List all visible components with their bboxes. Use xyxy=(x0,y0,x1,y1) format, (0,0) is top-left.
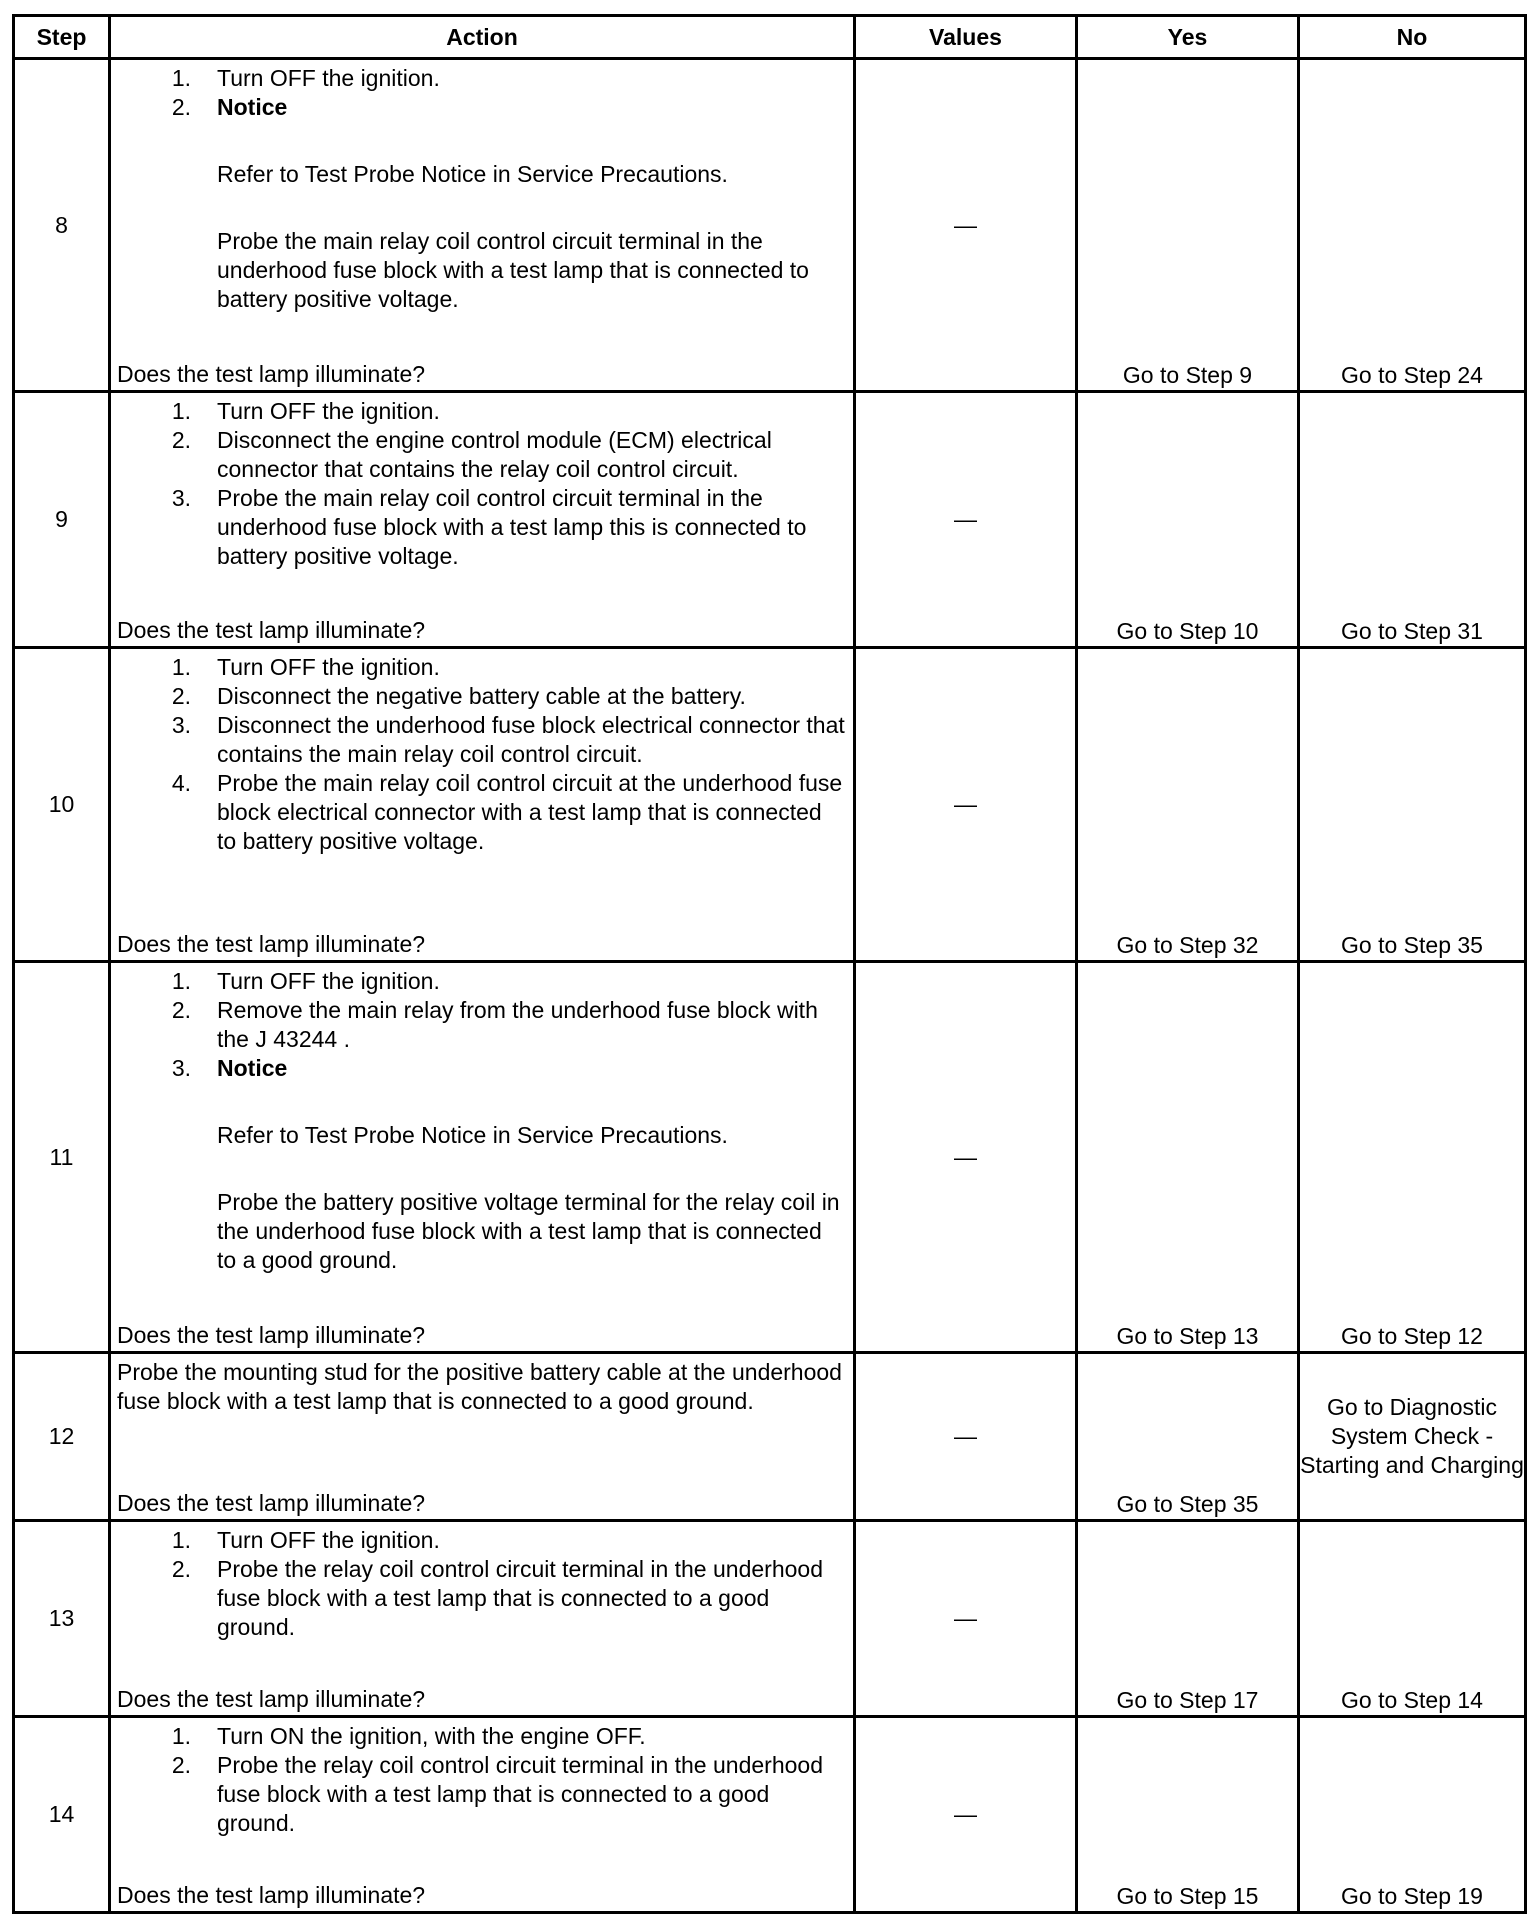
values-cell: — xyxy=(855,392,1077,648)
step-number: 9 xyxy=(14,392,110,648)
list-item: 4. Probe the main relay coil control circuit at the underhood fuse block electrical connector with a test lamp that is connected to battery positive voltage. xyxy=(171,770,843,854)
table-row xyxy=(14,648,1526,962)
question-text: Does the test lamp illuminate? xyxy=(117,1322,426,1348)
notice-text: Refer to Test Probe Notice in Service Precautions. xyxy=(217,1122,728,1148)
no-link[interactable]: Go to Step 24 xyxy=(1299,59,1526,392)
action-steps xyxy=(117,397,847,571)
values-cell: — xyxy=(855,648,1077,962)
action-cell xyxy=(110,59,855,392)
notice-label: Notice xyxy=(217,94,288,120)
list-item: 2. Notice xyxy=(117,93,847,122)
yes-link[interactable]: Go to Step 17 xyxy=(1077,1521,1299,1717)
table-row xyxy=(14,1521,1526,1717)
action-steps xyxy=(117,1526,847,1642)
step-number: 12 xyxy=(14,1353,110,1521)
step-number: 8 xyxy=(14,59,110,392)
header-action: Action xyxy=(110,16,855,59)
step-number: 14 xyxy=(14,1717,110,1913)
list-item: 1. Turn ON the ignition, with the engine OFF. xyxy=(171,1723,646,1749)
step-number: 10 xyxy=(14,648,110,962)
question-text: Does the test lamp illuminate? xyxy=(117,931,426,957)
yes-link[interactable]: Go to Step 32 xyxy=(1077,648,1299,962)
list-item: 1. Turn OFF the ignition. xyxy=(171,1527,440,1553)
no-link[interactable]: Go to Step 14 xyxy=(1299,1521,1526,1717)
header-no: No xyxy=(1299,16,1526,59)
question-text: Does the test lamp illuminate? xyxy=(117,617,426,643)
no-link[interactable]: Go to Step 31 xyxy=(1299,392,1526,648)
header-step: Step xyxy=(14,16,110,59)
list-item: 2. Probe the relay coil control circuit terminal in the underhood fuse block with a test lamp that is connected to a good ground. xyxy=(171,1556,823,1640)
table-row xyxy=(14,59,1526,392)
probe-instruction: Probe the mounting stud for the positive battery cable at the underhood fuse block with a test lamp that is connected to a good ground. xyxy=(117,1359,842,1414)
list-item: 3. Disconnect the underhood fuse block electrical connector that contains the main relay coil control circuit. xyxy=(171,712,845,767)
list-item: 2. Disconnect the engine control module (ECM) electrical connector that contains the relay coil control circuit. xyxy=(171,427,772,482)
list-item: 1. Turn OFF the ignition. xyxy=(171,654,440,680)
question-text: Does the test lamp illuminate? xyxy=(117,361,426,387)
yes-link[interactable]: Go to Step 9 xyxy=(1077,59,1299,392)
yes-link[interactable]: Go to Step 15 xyxy=(1077,1717,1299,1913)
yes-link[interactable]: Go to Step 10 xyxy=(1077,392,1299,648)
notice-text: Refer to Test Probe Notice in Service Precautions. xyxy=(217,161,728,187)
probe-instruction: Probe the battery positive voltage terminal for the relay coil in the underhood fuse block with a test lamp that is connected to a good ground. xyxy=(217,1189,840,1273)
action-cell xyxy=(110,962,855,1353)
action-steps xyxy=(117,967,847,1083)
header-row xyxy=(14,16,1526,59)
table-row xyxy=(14,392,1526,648)
list-item: 2. Remove the main relay from the underhood fuse block with the J 43244 . xyxy=(171,997,818,1052)
values-cell: — xyxy=(855,962,1077,1353)
step-number: 13 xyxy=(14,1521,110,1717)
question-text: Does the test lamp illuminate? xyxy=(117,1490,426,1516)
step-number: 11 xyxy=(14,962,110,1353)
action-cell xyxy=(110,648,855,962)
no-link[interactable]: Go to Diagnostic System Check - Starting and Charging xyxy=(1299,1353,1526,1521)
no-link[interactable]: Go to Step 19 xyxy=(1299,1717,1526,1913)
table-row xyxy=(14,1717,1526,1913)
values-cell: — xyxy=(855,1717,1077,1913)
yes-link[interactable]: Go to Step 35 xyxy=(1077,1353,1299,1521)
list-item: 1. Turn OFF the ignition. xyxy=(171,968,440,994)
list-item: 3. Notice xyxy=(117,1054,847,1083)
table-row xyxy=(14,962,1526,1353)
diagnostic-table xyxy=(12,14,1527,1914)
action-cell xyxy=(110,392,855,648)
values-cell: — xyxy=(855,1353,1077,1521)
action-steps xyxy=(117,64,847,122)
action-cell xyxy=(110,1717,855,1913)
action-steps xyxy=(117,653,847,856)
no-link[interactable]: Go to Step 35 xyxy=(1299,648,1526,962)
no-link[interactable]: Go to Step 12 xyxy=(1299,962,1526,1353)
list-item: 2. Probe the relay coil control circuit terminal in the underhood fuse block with a test lamp that is connected to a good ground. xyxy=(171,1752,823,1836)
question-text: Does the test lamp illuminate? xyxy=(117,1686,426,1712)
header-yes: Yes xyxy=(1077,16,1299,59)
list-item: 1. Turn OFF the ignition. xyxy=(171,65,440,91)
list-item: 1. Turn OFF the ignition. xyxy=(171,398,440,424)
probe-instruction: Probe the main relay coil control circuit terminal in the underhood fuse block with a test lamp that is connected to battery positive voltage. xyxy=(217,228,809,312)
question-text: Does the test lamp illuminate? xyxy=(117,1882,426,1908)
procedure-table-wrapper xyxy=(12,14,1524,1914)
table-row xyxy=(14,1353,1526,1521)
header-values: Values xyxy=(855,16,1077,59)
yes-link[interactable]: Go to Step 13 xyxy=(1077,962,1299,1353)
list-item: 3. Probe the main relay coil control circuit terminal in the underhood fuse block with a test lamp this is connected to battery positive voltage. xyxy=(171,485,807,569)
values-cell: — xyxy=(855,1521,1077,1717)
values-cell: — xyxy=(855,59,1077,392)
list-item: 2. Disconnect the negative battery cable at the battery. xyxy=(171,683,746,709)
notice-label: Notice xyxy=(217,1055,288,1081)
action-cell xyxy=(110,1353,855,1521)
action-steps xyxy=(117,1722,847,1838)
action-cell xyxy=(110,1521,855,1717)
